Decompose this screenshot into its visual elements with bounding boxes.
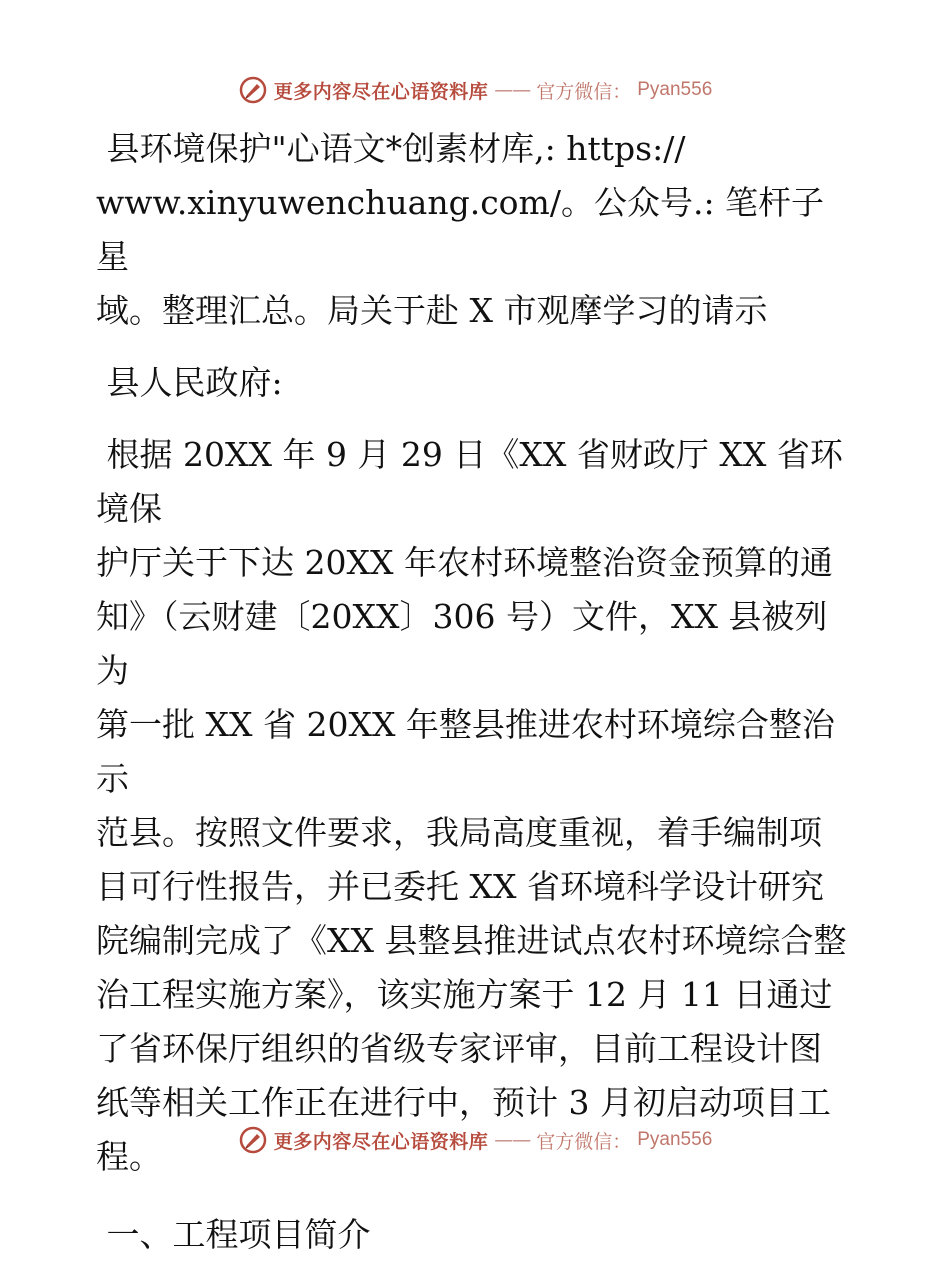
body-line: 范县。按照文件要求，我局高度重视，着手编制项 [96, 813, 822, 852]
banner-wechat-id: Pyan556 [637, 1129, 713, 1150]
banner-wechat-id: Pyan556 [637, 79, 713, 100]
banner-text: 更多内容尽在心语资料库 [273, 1130, 489, 1153]
body-line: 护厅关于下达 20XX 年农村环境整治资金预算的通 [96, 543, 833, 582]
title-line: 县环境保护"心语文*创素材库,: https:// [96, 129, 686, 168]
banner-wechat-label: 官方微信： [536, 1130, 632, 1153]
title-line: 域。整理汇总。局关于赴 X 市观摩学习的请示 [96, 291, 768, 330]
body-line: 知》（云财建〔20XX〕306 号）文件，XX 县被列为 [96, 597, 828, 690]
document-content [96, 122, 856, 1262]
section-heading: 一、工程项目简介 [96, 1215, 371, 1254]
banner-text: 更多内容尽在心语资料库 [273, 80, 489, 103]
body-line: 纸等相关工作正在进行中，预计 3 月初启动项目工 [96, 1083, 831, 1122]
banner-dash: —— [494, 1129, 531, 1151]
body-line: 治工程实施方案》，该实施方案于 12 月 11 日通过 [96, 975, 833, 1014]
body-line: 程。 [96, 1137, 162, 1176]
body-line: 院编制完成了《XX 县整县推进试点农村环境综合整 [96, 921, 847, 960]
salutation: 县人民政府: [96, 363, 283, 402]
body-line: 目可行性报告，并已委托 XX 省环境科学设计研究 [96, 867, 824, 906]
banner-dash: —— [494, 79, 531, 101]
body-line: 根据 20XX 年 9 月 29 日《XX 省财政厅 XX 省环境保 [96, 435, 843, 528]
banner-wechat-label: 官方微信： [536, 80, 632, 103]
body-line: 了省环保厅组织的省级专家评审，目前工程设计图 [96, 1029, 822, 1068]
title-line: www.xinyuwenchuang.com/。公众号.: 笔杆子星 [96, 183, 825, 276]
pen-circle-logo-icon [238, 1125, 268, 1155]
body-line: 第一批 XX 省 20XX 年整县推进农村环境综合整治示 [96, 705, 835, 798]
header-banner [0, 72, 950, 108]
pen-circle-logo-icon [238, 75, 268, 105]
footer-banner [0, 1122, 950, 1158]
